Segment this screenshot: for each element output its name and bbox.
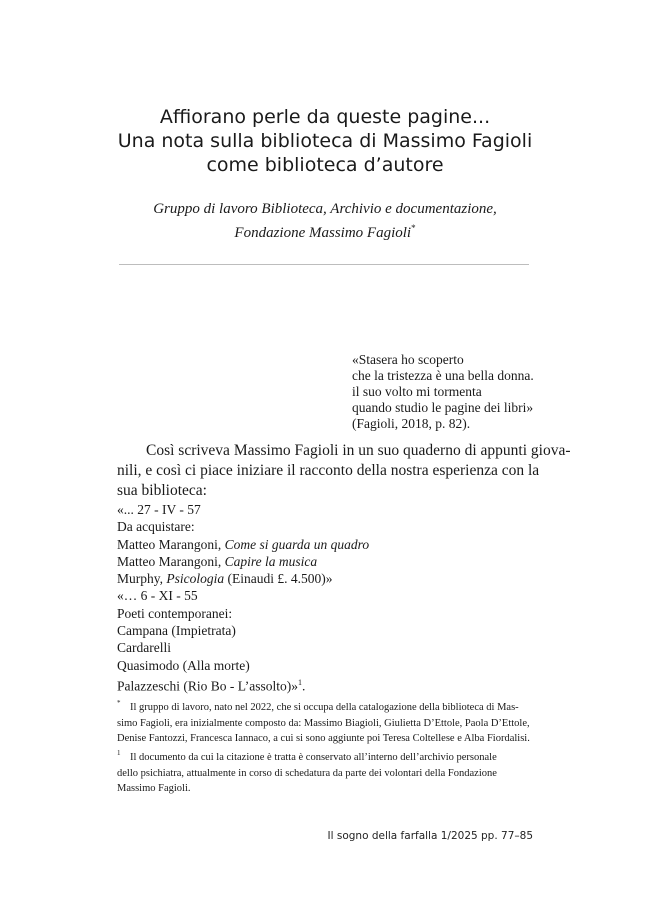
authors-line: Gruppo di lavoro Biblioteca, Archivio e documentazione, [153,201,497,217]
quote-line: Quasimodo (Alla morte) [117,657,250,673]
footnote-text: Il gruppo di lavoro, nato nel 2022, che si occupa della catalogazione della biblioteca di Mas- [130,702,519,713]
footnotes [117,700,533,800]
title-line: Una nota sulla biblioteca di Massimo Fagioli [117,130,533,152]
book-title: Capire la musica [224,553,318,569]
footnote-marker: 1 [297,677,302,687]
footnote-marker: 1 [117,749,121,757]
quote-line [117,570,369,587]
quote-line [117,536,369,553]
article-title [0,105,650,177]
footnote-1 [117,750,533,796]
quote-line: Poeti contemporanei: [117,605,233,621]
quote-line: «... 27 - IV - 57 [117,502,201,517]
epigraph-line: quando studio le pagine dei libri» [352,400,534,415]
epigraph [352,352,534,432]
book-author: Matteo Marangoni, [117,553,225,569]
intro-paragraph [117,441,571,501]
notebook-quote [117,501,369,695]
running-footer: Il sogno della farfalla 1/2025 pp. 77–85 [327,830,533,842]
book-title: Come si guarda un quadro [224,536,370,552]
footnote-line [117,750,533,766]
quote-line: Da acquistare: [117,519,195,535]
divider [119,264,529,265]
epigraph-line: che la tristezza è una bella donna. [352,368,534,383]
quote-text: Palazzeschi (Rio Bo - L’assolto)» [117,678,298,694]
authors-affiliation: Fondazione Massimo Fagioli [234,225,412,241]
book-author: Murphy, [117,571,167,587]
footnote-line [117,700,533,716]
book-publisher: (Einaudi £. 4.500)» [224,571,333,587]
title-line: come biblioteca d’autore [206,154,444,176]
footnote-line: dello psichiatra, attualmente in corso di schedatura da parte dei volontari della Fondazione [117,768,497,779]
epigraph-line: il suo volto mi tormenta [352,384,482,399]
book-title: Psicologia [166,571,225,587]
footnote-text: Il documento da cui la citazione è tratta è conservato all’interno dell’archivio personale [130,752,497,763]
footnote-line: Massimo Fagioli. [117,783,191,794]
book-author: Matteo Marangoni, [117,536,225,552]
title-line: Affiorano perle da queste pagine... [159,106,491,128]
footnote-line: simo Fagioli, era inizialmente composto da: Massimo Biagioli, Giulietta D’Ettole, Paola D’Ettole, [117,718,530,729]
quote-line: «… 6 - XI - 55 [117,588,198,604]
quote-line: Campana (Impietrata) [117,623,236,639]
authors-line [0,219,650,243]
footnote-line: Denise Fantozzi, Francesca Iannaco, a cui si sono aggiunte poi Teresa Coltellese e Alba Fiordalisi. [117,733,530,744]
paragraph-line: nili, e così ci piace iniziare il racconto della nostra esperienza con la [117,462,540,479]
quote-line [117,553,369,570]
epigraph-citation: (Fagioli, 2018, p. 82). [352,416,471,431]
footnote-marker: * [117,699,121,707]
article-authors [0,200,650,243]
epigraph-line: «Stasera ho scoperto [352,352,464,367]
paragraph-line: Così scriveva Massimo Fagioli in un suo quaderno di appunti giova- [146,442,571,459]
paragraph-line: sua biblioteca: [117,482,207,499]
quote-text: . [301,678,306,694]
footnote-star [117,700,533,746]
quote-line: Cardarelli [117,640,171,656]
footnote-marker: * [411,223,416,233]
quote-line [117,674,369,695]
